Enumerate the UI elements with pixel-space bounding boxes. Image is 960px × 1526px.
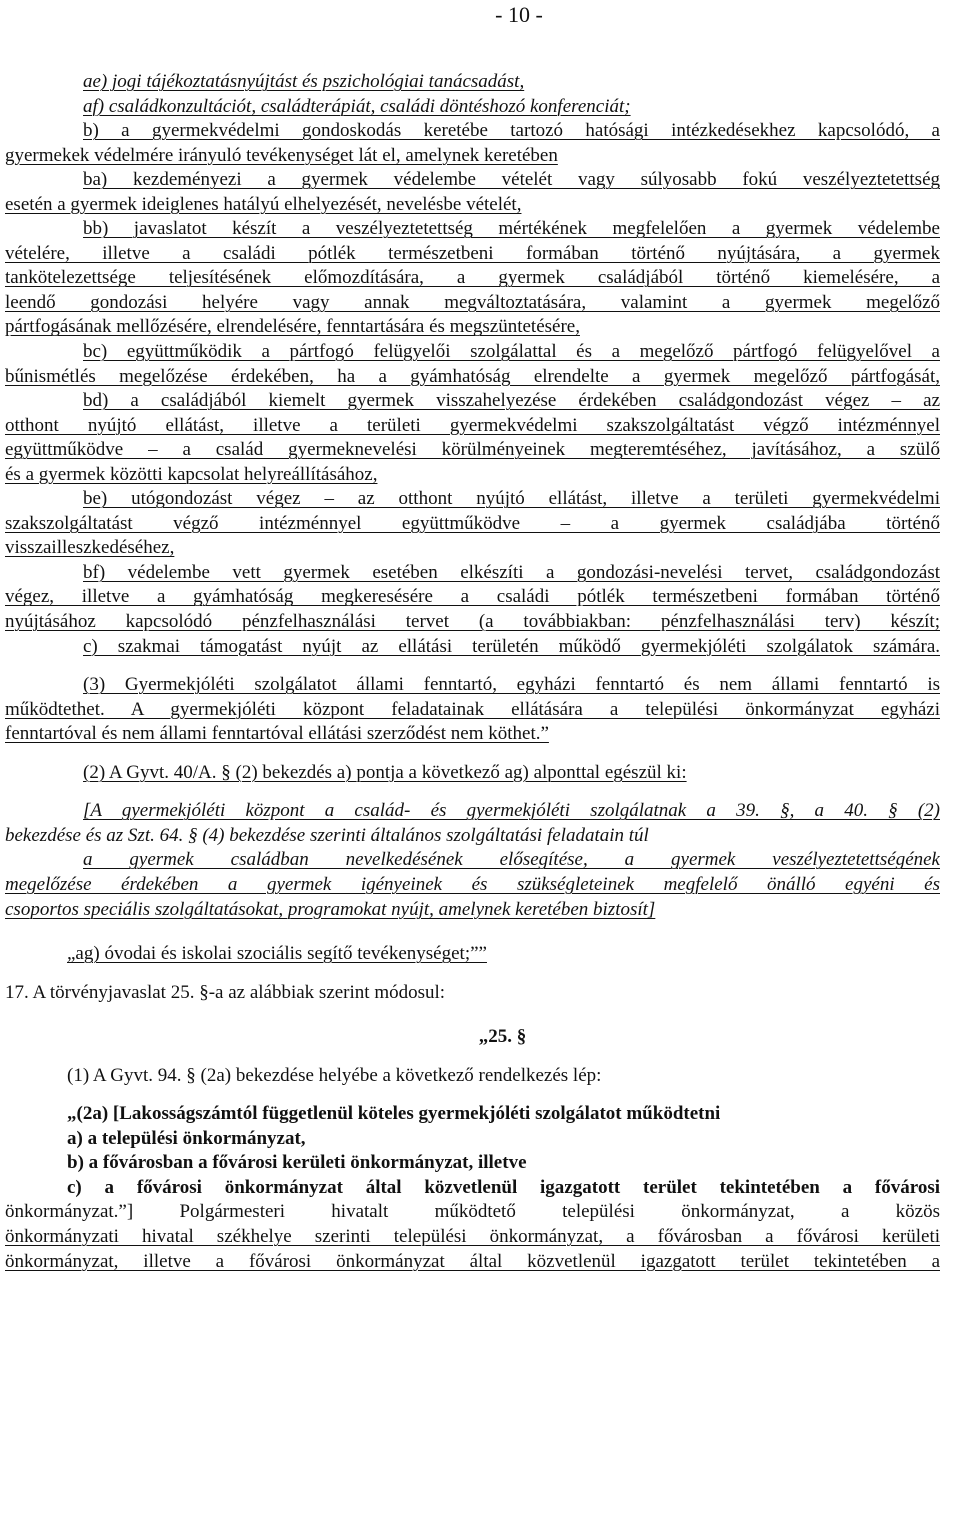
text-line-content: működtethet. A gyermekjóléti központ feladatainak ellátására a települési önkormányzat egyházi xyxy=(5,698,940,720)
text-line xyxy=(5,365,940,390)
text-line xyxy=(5,761,940,786)
text-line-content: végez, illetve a gyámhatóság megkeresésére a családi pótlék természetbeni formában történő xyxy=(5,586,940,608)
paragraph-gap xyxy=(5,1088,940,1102)
text-line xyxy=(5,95,940,120)
text-line xyxy=(5,799,940,824)
text-line xyxy=(5,1102,940,1127)
text-line xyxy=(5,340,940,365)
text-line xyxy=(5,389,940,414)
text-line-content: megelőzése érdekében a gyermek igényeinek és szükségleteinek megfelelő önálló egyéni és xyxy=(5,873,940,895)
text-line xyxy=(5,673,940,698)
paragraph-gap xyxy=(5,1005,940,1025)
text-line xyxy=(5,266,940,291)
text-line xyxy=(5,1151,940,1176)
text-line-content: b) a fővárosban a fővárosi kerületi önkormányzat, illetve xyxy=(67,1152,527,1174)
text-line xyxy=(5,217,940,242)
text-line xyxy=(5,898,940,923)
text-line-content: bekezdése és az Szt. 64. § (4) bekezdése szerinti általános szolgáltatási feladatain túl xyxy=(5,824,649,846)
text-line xyxy=(5,242,940,267)
text-line-content: otthont nyújtó ellátást, illetve a területi gyermekvédelmi szakszolgáltatást végző intézménnyel xyxy=(5,414,940,436)
text-line xyxy=(5,722,940,747)
text-line xyxy=(5,463,940,488)
text-line xyxy=(5,1200,940,1225)
text-line xyxy=(5,438,940,463)
text-line xyxy=(5,848,940,873)
text-line xyxy=(5,144,940,169)
text-line xyxy=(5,1064,940,1089)
text-line-content: szakszolgáltatást végző intézménnyel együttműködve – a gyermek családjába történő xyxy=(5,512,940,534)
text-line xyxy=(5,1250,940,1275)
text-line xyxy=(5,610,940,635)
text-line xyxy=(5,291,940,316)
text-line xyxy=(5,698,940,723)
paragraph-gap xyxy=(5,747,940,761)
text-line-content: pártfogásának mellőzésére, elrendelésére, fenntartására és megszüntetésére, xyxy=(5,316,580,338)
text-line-content: „25. § xyxy=(478,1026,527,1048)
text-line-content: bf) védelembe vett gyermek esetében elkészíti a gondozási-nevelési tervet, családgondozást xyxy=(83,561,940,583)
text-line xyxy=(5,561,940,586)
text-line-content: együttműködve – a család gyermeknevelési körülményeinek megteremtéséhez, javításához, a szülő xyxy=(5,439,940,461)
text-line xyxy=(5,512,940,537)
paragraph-gap xyxy=(5,659,940,673)
text-line xyxy=(5,635,940,660)
text-line-content: bűnismétlés megelőzése érdekében, ha a gyámhatóság elrendelte a gyermek megelőző pártfogását, xyxy=(5,365,940,387)
text-line-content: önkormányzat, illetve a fővárosi önkormányzat által közvetlenül igazgatott terület tekintetében a xyxy=(5,1250,940,1272)
text-line-content: a) a települési önkormányzat, xyxy=(67,1127,306,1149)
text-line-content: „ag) óvodai és iskolai szociális segítő tevékenységet;”” xyxy=(67,943,487,965)
text-line-content: af) családkonzultációt, családterápiát, családi döntéshozó konferenciát; xyxy=(83,95,631,117)
text-line xyxy=(5,981,940,1006)
text-line-content: bb) javaslatot készít a veszélyeztetettség mértékének megfelelően a gyermek védelembe xyxy=(83,218,940,240)
text-line-content: nyújtásához kapcsolódó pénzfelhasználási tervet (a továbbiakban: pénzfelhasználási terv) készít; xyxy=(5,611,940,633)
text-line-content: vételére, illetve a családi pótlék természetbeni formában történő nyújtására, a gyermek xyxy=(5,242,940,264)
text-line-content: esetén a gyermek ideiglenes hatályú elhelyezését, nevelésbe vételét, xyxy=(5,193,522,215)
text-line-content: c) szakmai támogatást nyújt az ellátási területén működő gyermekjóléti szolgálatok számára. xyxy=(83,635,940,657)
text-line-content: (1) A Gyvt. 94. § (2a) bekezdése helyébe a következő rendelkezés lép: xyxy=(67,1064,602,1086)
text-line-content: (2) A Gyvt. 40/A. § (2) bekezdés a) pontja a következő ag) alponttal egészül ki: xyxy=(83,761,687,783)
text-line-content: fenntartóval és nem állami fenntartóval ellátási szerződést nem köthet.” xyxy=(5,723,549,745)
text-line-content: „(2a) [Lakosságszámtól függetlenül köteles gyermekjóléti szolgálatot működtetni xyxy=(67,1103,721,1125)
page-number: - 10 - xyxy=(495,2,543,27)
text-line xyxy=(5,70,940,95)
text-line-content: visszailleszkedéséhez, xyxy=(5,537,175,559)
text-line-content: és a gyermek közötti kapcsolat helyreállításához, xyxy=(5,463,378,485)
text-line-content: ae) jogi tájékoztatásnyújtást és pszichológiai tanácsadást, xyxy=(83,71,525,92)
text-line-content: önkormányzati hivatal székhelye szerinti települési önkormányzat, a fővárosban a fővárosi kerületi xyxy=(5,1225,940,1247)
text-line xyxy=(5,942,940,967)
paragraph-gap xyxy=(5,1050,940,1064)
text-line xyxy=(5,414,940,439)
paragraph-gap xyxy=(5,785,940,799)
text-line-content: csoportos speciális szolgáltatásokat, programokat nyújt, amelynek keretében biztosít] xyxy=(5,898,656,920)
text-line xyxy=(5,168,940,193)
text-line-content: bc) együttműködik a pártfogó felügyelői szolgálattal és a megelőző pártfogó felügyelővel a xyxy=(83,341,940,363)
text-line-content: b) a gyermekvédelmi gondoskodás keretébe tartozó hatósági intézkedésekhez kapcsolódó, a xyxy=(83,120,940,142)
text-line-content: be) utógondozást végez – az otthont nyújtó ellátást, illetve a területi gyermekvédelmi xyxy=(83,488,940,510)
text-line xyxy=(5,1127,940,1152)
text-line xyxy=(5,1225,940,1250)
paragraph-gap xyxy=(5,922,940,942)
text-line-content: tankötelezettsége teljesítésének előmozdítására, a gyermek családjából történő kiemelésére, a xyxy=(5,267,940,289)
text-line-content: ba) kezdeményezi a gyermek védelembe vételét vagy súlyosabb fokú veszélyeztetettség xyxy=(83,169,940,191)
text-line xyxy=(5,315,940,340)
text-line-content: [A gyermekjóléti központ a család- és gyermekjóléti szolgálatnak a 39. §, a 40. § (2) xyxy=(83,800,940,822)
paragraph-gap xyxy=(5,967,940,981)
text-line xyxy=(5,1025,940,1050)
text-line-content: bd) a családjából kiemelt gyermek visszahelyezése érdekében családgondozást végez – az xyxy=(83,390,940,412)
text-line xyxy=(5,193,940,218)
text-line-content: leendő gondozási helyére vagy annak megváltoztatására, valamint a gyermek megelőző xyxy=(5,291,940,313)
text-line xyxy=(5,824,940,849)
text-line-content: 17. A törvényjavaslat 25. §-a az alábbiak szerint módosul: xyxy=(5,981,446,1003)
text-line xyxy=(5,536,940,561)
text-line xyxy=(5,873,940,898)
text-line-content: gyermekek védelmére irányuló tevékenységet lát el, amelynek keretében xyxy=(5,144,558,166)
text-line xyxy=(5,487,940,512)
document-body xyxy=(5,70,940,1274)
text-line xyxy=(5,119,940,144)
text-line-content: c) a fővárosi önkormányzat által közvetlenül igazgatott terület tekintetében a fővárosi xyxy=(67,1176,940,1198)
text-line xyxy=(5,585,940,610)
text-line xyxy=(5,1176,940,1201)
text-line-content: a gyermek családban nevelkedésének elősegítése, a gyermek veszélyeztetettségének xyxy=(83,849,940,871)
text-line-content: (3) Gyermekjóléti szolgálatot állami fenntartó, egyházi fenntartó és nem állami fenntartó is xyxy=(83,674,940,696)
text-line-content: önkormányzat.”] Polgármesteri hivatalt működtető települési önkormányzat, a közös xyxy=(5,1201,940,1223)
